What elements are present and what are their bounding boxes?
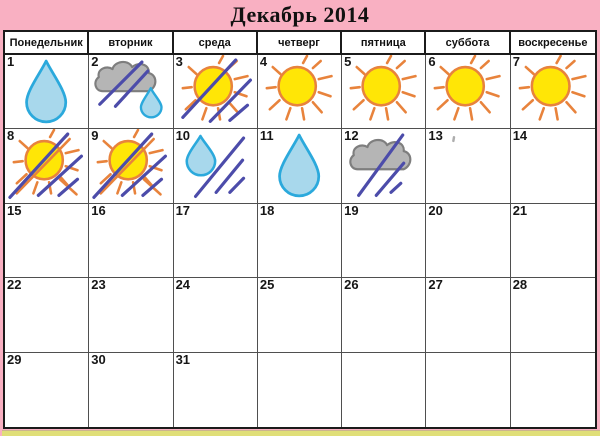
weekday-header-4: пятница [342, 32, 426, 53]
day-number: 3 [175, 55, 183, 69]
weekday-header-3: четверг [258, 32, 342, 53]
day-cell-empty [426, 353, 510, 427]
day-number: 6 [428, 55, 436, 69]
day-number: 24 [175, 278, 191, 293]
day-number: 22 [7, 278, 22, 293]
day-number: 28 [512, 278, 528, 293]
day-number: 14 [512, 129, 528, 144]
day-number: 18 [259, 203, 275, 218]
day-number: 27 [428, 278, 443, 293]
day-cell-21 [511, 204, 595, 278]
day-number: 2 [91, 55, 99, 69]
day-number: 26 [344, 278, 359, 293]
day-cell-16 [89, 204, 173, 278]
sun-icon [511, 55, 595, 128]
day-number: 20 [428, 203, 443, 218]
day-number: 31 [175, 352, 191, 367]
day-cell-19 [342, 204, 426, 278]
day-cell-24 [174, 278, 258, 352]
day-cell-26 [342, 278, 426, 352]
day-cell-12 [342, 129, 426, 203]
day-number: 23 [91, 278, 106, 293]
day-cell-14 [511, 129, 595, 203]
day-number: 1 [7, 55, 15, 69]
weekday-header-0: Понедельник [5, 32, 89, 53]
day-cell-8 [5, 129, 89, 203]
sun-with-rain-lines-2-icon [5, 129, 88, 202]
day-number: 17 [175, 203, 191, 218]
day-number: 10 [175, 129, 191, 144]
day-cell-29 [5, 353, 89, 427]
weekday-header-row [5, 32, 595, 55]
day-number: 4 [259, 55, 268, 69]
day-number: 29 [7, 352, 22, 367]
day-number: 19 [344, 203, 359, 218]
day-cell-27 [426, 278, 510, 352]
day-cell-31 [174, 353, 258, 427]
day-cell-1 [5, 55, 89, 129]
day-number: 12 [344, 129, 359, 144]
sun-with-rain-lines-icon [174, 55, 257, 128]
day-cell-15 [5, 204, 89, 278]
day-number: 21 [512, 203, 528, 218]
day-cell-2 [89, 55, 173, 129]
day-cell-17 [174, 204, 258, 278]
sun-icon [426, 55, 509, 128]
day-cell-9 [89, 129, 173, 203]
calendar-grid [5, 55, 595, 427]
day-cell-5 [342, 55, 426, 129]
day-cell-18 [258, 204, 342, 278]
weekday-header-6: воскресенье [511, 32, 595, 53]
day-cell-11 [258, 129, 342, 203]
sun-icon [258, 55, 341, 128]
day-number: 11 [259, 129, 274, 144]
day-cell-13 [426, 129, 510, 203]
day-cell-6 [426, 55, 510, 129]
day-number: 15 [7, 203, 22, 218]
weekday-header-2: среда [174, 32, 258, 53]
day-cell-empty [511, 353, 595, 427]
day-cell-10 [174, 129, 258, 203]
day-cell-22 [5, 278, 89, 352]
day-cell-23 [89, 278, 173, 352]
day-number: 30 [91, 352, 106, 367]
day-number: 8 [7, 129, 15, 144]
rain-cloud-with-drop-icon [89, 55, 172, 128]
day-cell-4 [258, 55, 342, 129]
day-number: 9 [91, 129, 99, 144]
day-cell-3 [174, 55, 258, 129]
weekday-header-1: вторник [89, 32, 173, 53]
day-number: 13 [428, 129, 443, 144]
day-cell-30 [89, 353, 173, 427]
sun-icon [342, 55, 425, 128]
day-cell-empty [258, 353, 342, 427]
day-cell-empty [342, 353, 426, 427]
calendar-table [3, 30, 597, 429]
sun-with-rain-lines-2-icon [89, 129, 172, 202]
day-cell-7 [511, 55, 595, 129]
day-cell-28 [511, 278, 595, 352]
weekday-header-5: суббота [426, 32, 510, 53]
day-number: 16 [91, 203, 106, 218]
day-cell-25 [258, 278, 342, 352]
day-number: 25 [259, 278, 275, 293]
bottom-yellow-strip [2, 430, 600, 436]
page-title: Декабрь 2014 [230, 2, 370, 27]
day-number: 7 [512, 55, 520, 69]
raindrop-icon [5, 55, 88, 128]
day-cell-20 [426, 204, 510, 278]
day-number: 5 [344, 55, 352, 69]
